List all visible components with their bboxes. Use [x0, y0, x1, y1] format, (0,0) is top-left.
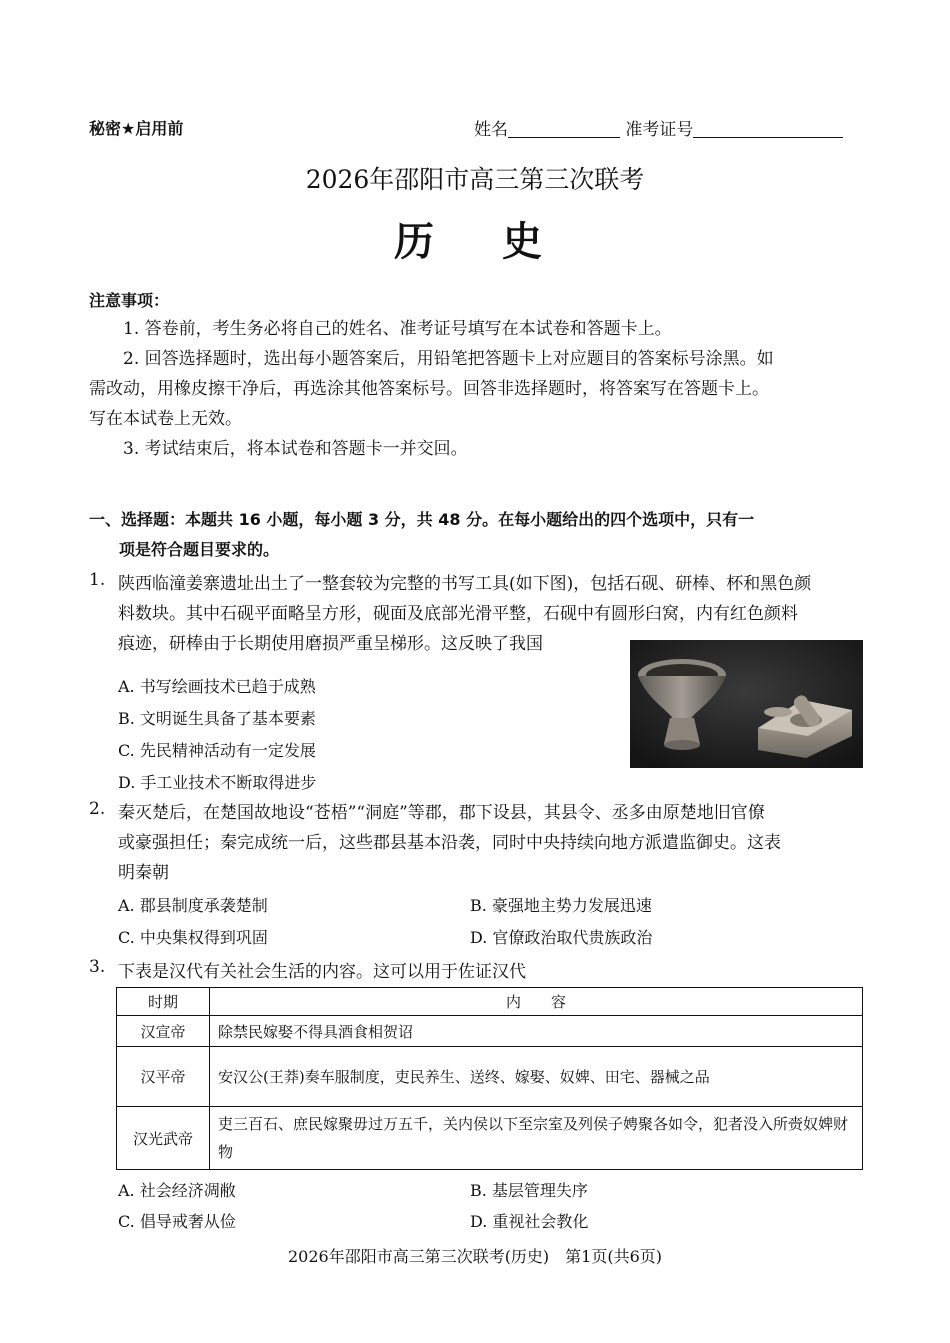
- q3-option-b: B. 基层管理失序: [470, 1181, 588, 1200]
- question-2-number: 2.: [89, 799, 106, 819]
- q2-option-a: A. 郡县制度承袭楚制: [118, 896, 268, 915]
- table-row: [117, 1016, 863, 1047]
- table-header-content: 内 容: [210, 988, 863, 1016]
- name-blank: [508, 121, 620, 138]
- page-footer: 2026年邵阳市高三第三次联考(历史) 第1页(共6页): [287, 1247, 663, 1266]
- section-line-2: 项是符合题目要求的。: [119, 540, 280, 559]
- q2-option-c: C. 中央集权得到巩固: [118, 928, 268, 947]
- q3-option-d: D. 重视社会教化: [470, 1212, 589, 1231]
- table-cell-content: 吏三百石、庶民嫁聚毋过万五千，关内侯以下至宗室及列侯子娉聚各如令，犯者没入所赍奴婢财物: [210, 1107, 863, 1170]
- table-cell-content: 除禁民嫁娶不得具酒食相贺诏: [210, 1016, 863, 1047]
- q2-option-d: D. 官僚政治取代贵族政治: [470, 928, 653, 947]
- q1-option-d: D. 手工业技术不断取得进步: [118, 773, 317, 792]
- table-cell-period: 汉宣帝: [117, 1016, 210, 1047]
- q1-option-a: A. 书写绘画技术已趋于成熟: [118, 677, 316, 696]
- note-3: 3. 考试结束后，将本试卷和答题卡一并交回。: [123, 439, 468, 459]
- confidential-mark: 秘密★启用前: [89, 119, 184, 138]
- table-row: [117, 1107, 863, 1170]
- artifact-photo: [630, 640, 863, 768]
- table-row: [117, 1047, 863, 1107]
- q2-line-1: 秦灭楚后，在楚国故地设“苍梧”“洞庭”等郡，郡下设县，其县令、丞多由原楚地旧官僚: [118, 803, 765, 823]
- question-3-number: 3.: [89, 957, 106, 977]
- q2-line-3: 明秦朝: [118, 863, 169, 883]
- notes-heading: 注意事项：: [89, 291, 170, 310]
- question-2-stem: [118, 798, 868, 888]
- section-line-1: 一、选择题：本题共 16 小题，每小题 3 分，共 48 分。在每小题给出的四个选项中，只有一: [89, 510, 755, 529]
- table-header-row: [117, 988, 863, 1016]
- section-heading: [89, 505, 869, 565]
- q2-line-2: 或豪强担任；秦完成统一后，这些郡县基本沿袭，同时中央持续向地方派遣监御史。这表: [118, 833, 781, 853]
- q3-option-c: C. 倡导戒奢从俭: [118, 1212, 236, 1231]
- q3-option-a: A. 社会经济凋敝: [118, 1181, 236, 1200]
- q1-option-b: B. 文明诞生具备了基本要素: [118, 709, 316, 728]
- question-1-number: 1.: [89, 570, 106, 590]
- q2-option-b: B. 豪强地主势力发展迅速: [470, 896, 652, 915]
- note-2-line-2: 需改动，用橡皮擦干净后，再选涂其他答案标号。回答非选择题时，将答案写在答题卡上。: [89, 379, 769, 399]
- table-cell-period: 汉光武帝: [117, 1107, 210, 1170]
- note-2-line-3: 写在本试卷上无效。: [89, 409, 242, 429]
- notes-block: [89, 314, 869, 464]
- id-label: 准考证号: [625, 120, 694, 140]
- q1-option-c: C. 先民精神活动有一定发展: [118, 741, 316, 760]
- table-cell-period: 汉平帝: [117, 1047, 210, 1107]
- question-3-stem: 下表是汉代有关社会生活的内容。这可以用于佐证汉代: [118, 962, 526, 982]
- note-2-line-1: 2. 回答选择题时，选出每小题答案后，用铅笔把答题卡上对应题目的答案标号涂黑。如: [123, 349, 774, 369]
- subject-title: 历 史: [394, 219, 556, 265]
- table-header-period: 时期: [117, 988, 210, 1016]
- q3-table: [116, 987, 863, 1170]
- q1-options: [118, 671, 316, 799]
- exam-title: 2026年邵阳市高三第三次联考: [305, 165, 645, 194]
- q1-line-1: 陕西临潼姜寨遗址出土了一整套较为完整的书写工具(如下图)，包括石砚、研棒、杯和黑色颜: [118, 574, 812, 594]
- name-label: 姓名: [474, 120, 508, 140]
- writing-tools-illustration: [630, 640, 863, 768]
- note-1: 1. 答卷前，考生务必将自己的姓名、准考证号填写在本试卷和答题卡上。: [123, 319, 672, 339]
- q1-line-2: 料数块。其中石砚平面略呈方形，砚面及底部光滑平整，石砚中有圆形臼窝，内有红色颜料: [118, 604, 798, 624]
- candidate-info: [474, 115, 843, 140]
- table-cell-content: 安汉公(王莽)奏车服制度，吏民养生、送终、嫁娶、奴婢、田宅、器械之品: [210, 1047, 863, 1107]
- id-blank: [693, 121, 843, 138]
- q1-line-3: 痕迹，研棒由于长期使用磨损严重呈梯形。这反映了我国: [118, 634, 543, 654]
